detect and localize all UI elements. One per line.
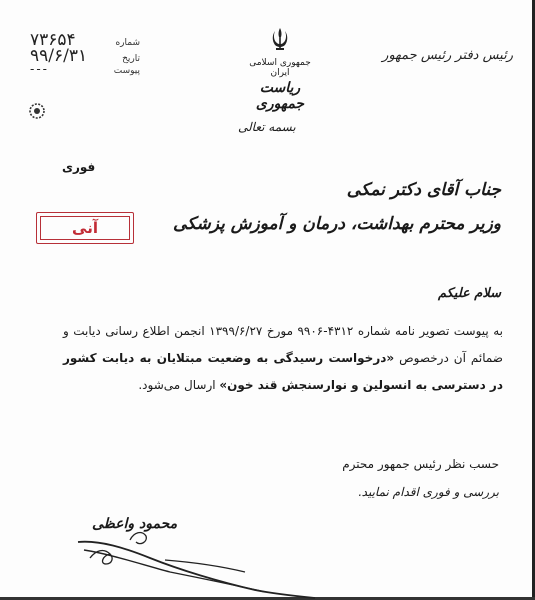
letter-reference-block [30,30,140,78]
emblem-icon [267,26,293,52]
office-name: ریاست جمهوری [255,80,305,112]
date-label: تاریخ [122,54,140,64]
urgent-stamp-frame [40,216,130,240]
signer-name: محمود واعظی [92,516,178,532]
urgent-stamp-text: آنی [72,219,98,237]
closing-block [79,450,499,506]
closing-typed: حسب نظر رئیس جمهور محترم [342,457,499,471]
emblem-block [240,26,320,112]
recipient-title: وزیر محترم بهداشت، درمان و آموزش پزشکی [172,214,501,234]
attachment-value: --- [30,62,49,76]
letter-body [63,318,503,399]
letter-date: ۹۹/۶/۳۱ [30,46,88,66]
greeting: سلام علیکم [437,286,501,301]
number-row [30,30,140,50]
letter-number: ۷۳۶۵۴ [30,30,76,50]
signature-mark [70,520,330,600]
body-text-end: ارسال می‌شود. [138,378,216,392]
body-text-intro: به پیوست تصویر نامه شماره ۴۳۱۲-۹۹۰۶ مورخ ۱۳۹۹/۶/۲۷ انجمن اطلاع رسانی دیابت و ضمائم آن درخصوص [63,324,503,365]
seal-icon [28,102,46,120]
body-paragraph [63,318,503,399]
republic-name: جمهوری اسلامی ایران [249,58,311,78]
closing-handwritten: بررسی و فوری اقدام نمایید. [357,485,499,499]
recipient-name: جناب آقای دکتر نمکی [346,180,501,200]
attachment-label: پیوست [113,66,140,76]
date-row [30,46,140,66]
number-label: شماره [115,38,140,48]
office-head-title: رئیس دفتر رئیس جمهور [382,48,513,63]
besmeh: بسمه تعالی [238,120,296,134]
body-text-subject: «درخواست رسیدگی به وضعیت مبتلایان به دیابت کشور در دسترسی به انسولین و نوارسنجش قند خون» [63,351,503,392]
urgent-stamp [36,212,134,244]
priority-label: فوری [62,160,96,174]
